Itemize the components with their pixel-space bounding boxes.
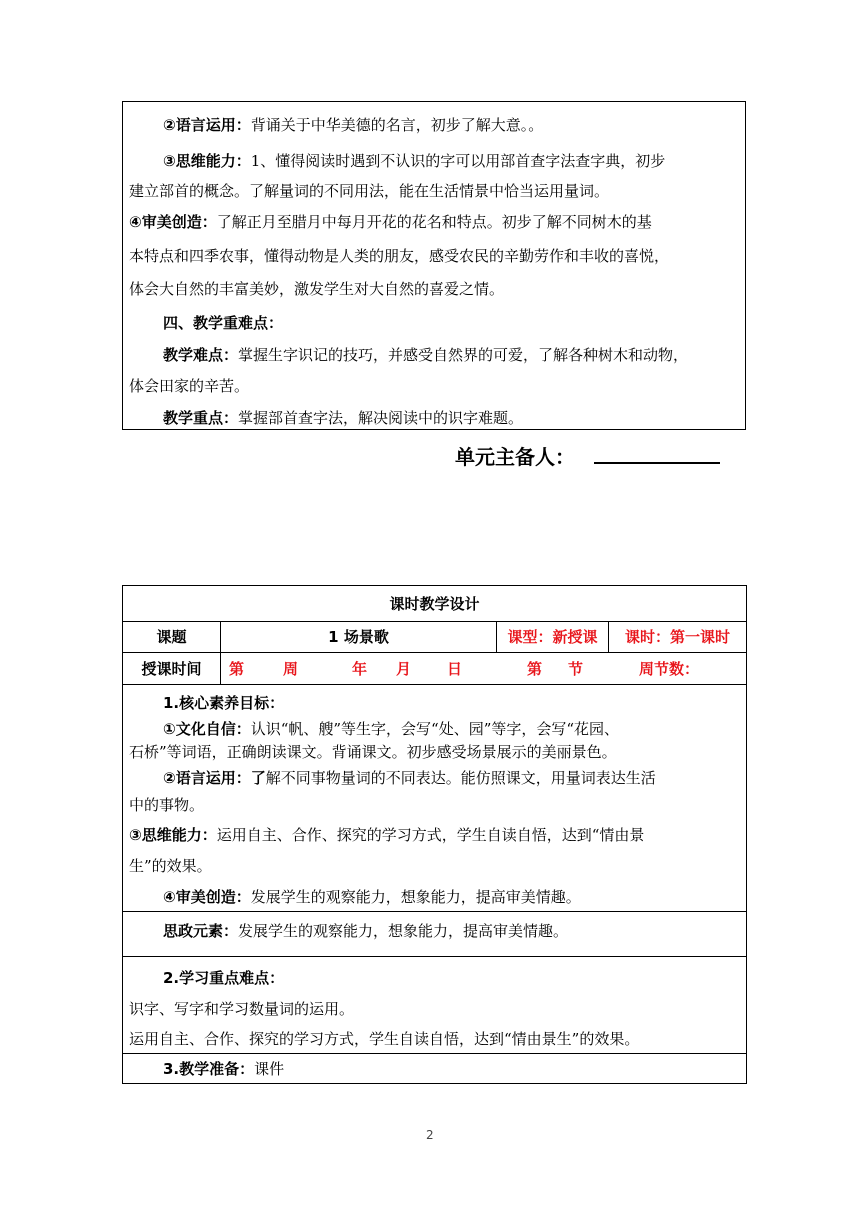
lesson-type: 课型：新授课 — [497, 622, 609, 653]
topic-value: 1 场景歌 — [221, 622, 497, 653]
goal-2-line-1: ②语言运用：了解不同事物量词的不同表达。能仿照课文，用量词表达生活 — [163, 769, 656, 787]
time-month: 月 — [396, 660, 412, 678]
goals-title: 1.核心素养目标： — [163, 694, 285, 712]
goal-3-line-1: ③思维能力：运用自主、合作、探究的学习方式，学生自读自悟，达到“情由景 — [129, 826, 645, 844]
time-day: 日 — [447, 660, 463, 678]
upper-objectives-box — [122, 101, 746, 430]
aes-line-2: 本特点和四季农事，懂得动物是人类的朋友，感受农民的辛勤劳作和丰收的喜悦， — [129, 247, 670, 265]
think-line-2: 建立部首的概念。了解量词的不同用法，能在生活情景中恰当运用量词。 — [129, 182, 610, 200]
key-points-line-1: 识字、写字和学习数量词的运用。 — [129, 1000, 355, 1018]
time-year: 年 — [352, 660, 368, 678]
topic-label: 课题 — [123, 622, 221, 653]
aes-line-3: 体会大自然的丰富美妙，激发学生对大自然的喜爱之情。 — [129, 280, 505, 298]
goal-3-line-2: 生”的效果。 — [129, 857, 212, 875]
lang-line: ②语言运用：背诵关于中华美德的名言，初步了解大意。。 — [163, 116, 544, 134]
goal-1-line-1: ①文化自信：认识“帆、艘”等生字，会写“处、园”等字，会写“花园、 — [163, 720, 620, 738]
focus-line: 教学重点：掌握部首查字法，解决阅读中的识字难题。 — [163, 409, 524, 427]
preparation-line: 3.教学准备：课件 — [163, 1060, 285, 1078]
lesson-design-table — [122, 585, 747, 1084]
time-section-a: 第 — [527, 660, 543, 678]
unit-owner-signature-line — [594, 462, 720, 464]
time-section-b: 节 — [568, 660, 584, 678]
preparation-cell — [123, 1054, 747, 1084]
page-number: 2 — [426, 1128, 434, 1142]
key-points-line-2: 运用自主、合作、探究的学习方式，学生自读自悟，达到“情由景生”的效果。 — [129, 1030, 640, 1048]
key-title: 四、教学重难点： — [163, 314, 284, 332]
lesson-period: 课时：第一课时 — [609, 622, 747, 653]
time-label: 授课时间 — [123, 653, 221, 685]
difficulty-line-1: 教学难点：掌握生字识记的技巧，并感受自然界的可爱，了解各种树木和动物， — [163, 346, 689, 364]
key-points-title: 2.学习重点难点： — [163, 969, 285, 987]
aes-line-1: ④审美创造：了解正月至腊月中每月开花的花名和特点。初步了解不同树木的基 — [129, 213, 652, 231]
time-week-a: 第 — [229, 660, 245, 678]
time-value-cell — [221, 653, 747, 685]
core-goals-cell — [123, 685, 747, 912]
lesson-table-title: 课时教学设计 — [123, 586, 747, 622]
difficulty-line-2: 体会田家的辛苦。 — [129, 377, 250, 395]
goal-1-line-2: 石桥”等词语，正确朗读课文。背诵课文。初步感受场景展示的美丽景色。 — [129, 743, 617, 761]
goal-2-line-2: 中的事物。 — [129, 796, 205, 814]
ideology-cell — [123, 912, 747, 957]
time-weekly-count: 周节数： — [639, 660, 700, 678]
think-line-1: ③思维能力：1、懂得阅读时遇到不认识的字可以用部首查字法查字典，初步 — [163, 152, 666, 170]
time-week-b: 周 — [283, 660, 299, 678]
unit-owner-label: 单元主备人： — [455, 445, 575, 469]
ideology-line: 思政元素：发展学生的观察能力，想象能力，提高审美情趣。 — [163, 922, 569, 940]
key-points-cell — [123, 957, 747, 1054]
goal-4-line: ④审美创造：发展学生的观察能力，想象能力，提高审美情趣。 — [163, 888, 581, 906]
